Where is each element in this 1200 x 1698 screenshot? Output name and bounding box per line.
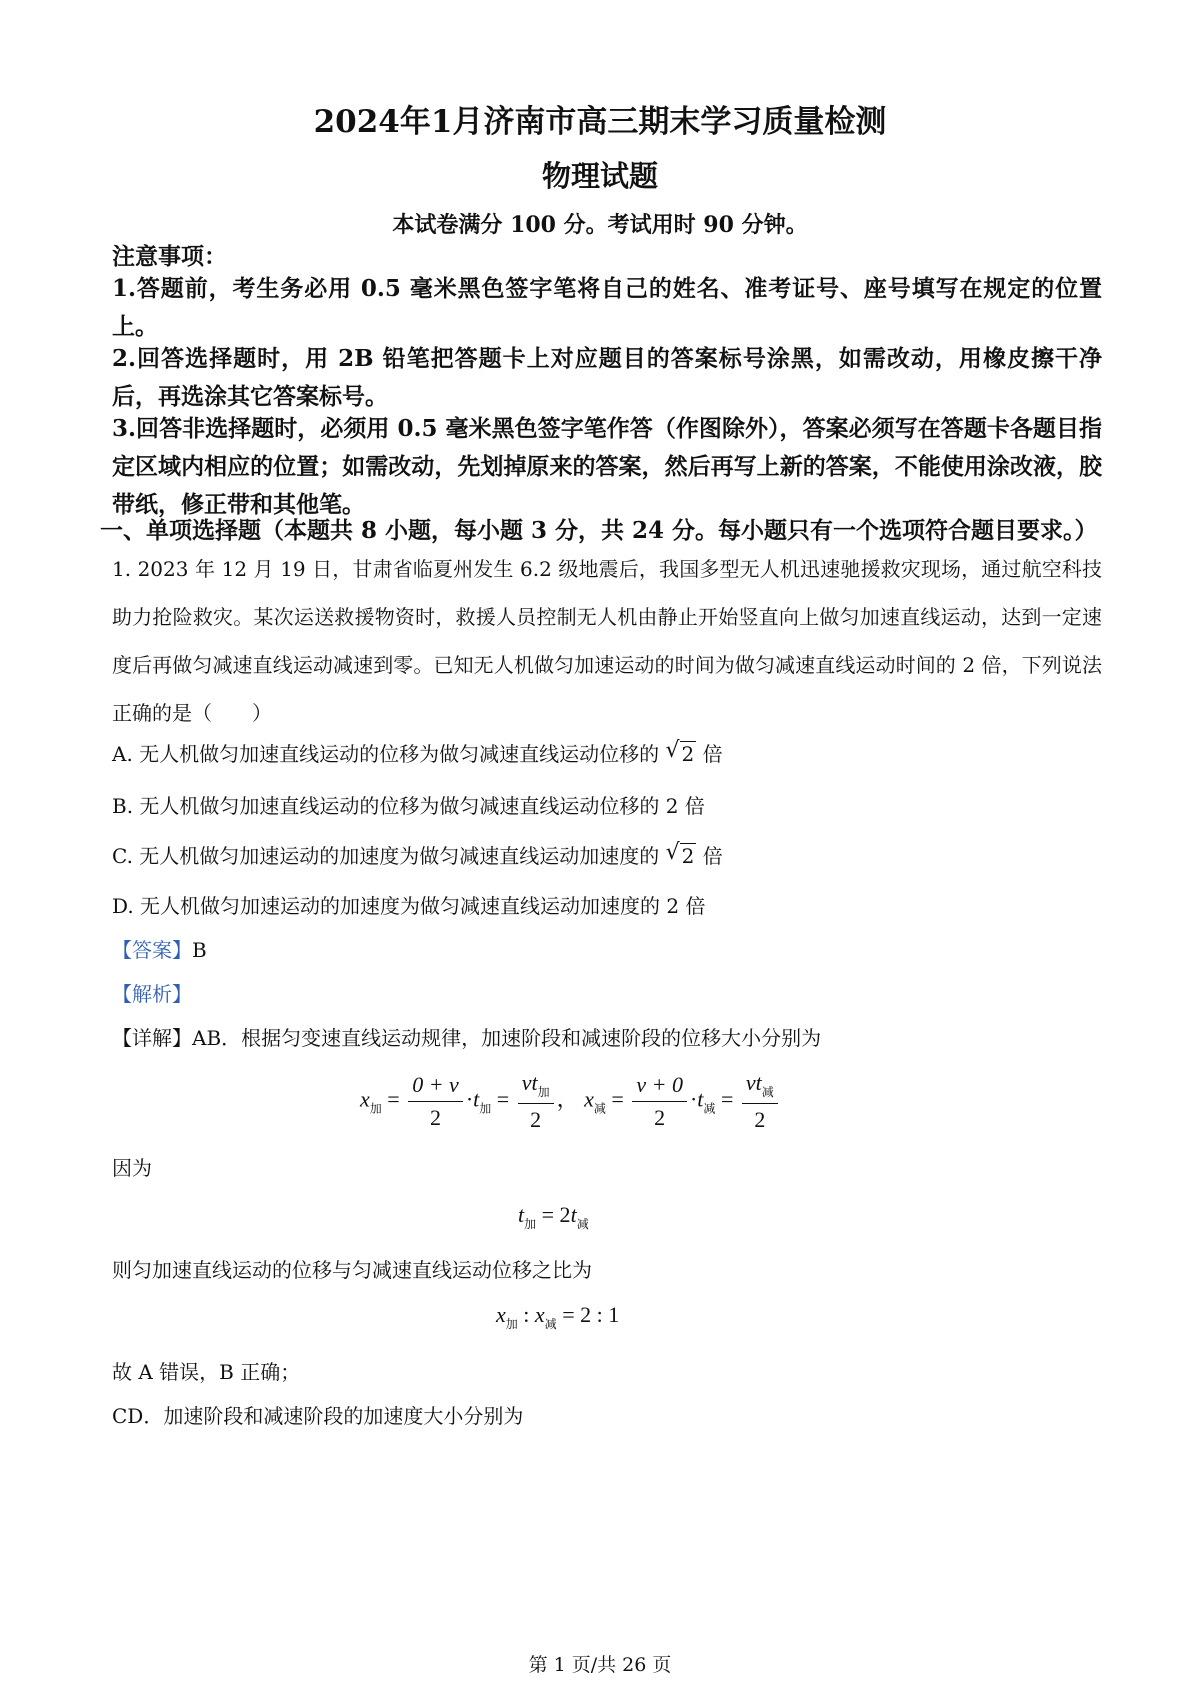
- option-a-suffix: 倍: [702, 742, 723, 766]
- eq1-sub: 减: [593, 1101, 606, 1116]
- eq1-denominator: 2: [754, 1107, 766, 1132]
- eq1-dot: ·: [689, 1086, 698, 1112]
- eq1-x: x: [360, 1086, 370, 1112]
- eq3-rhs: = 2 : 1: [562, 1302, 620, 1327]
- eq2-t: t: [570, 1202, 577, 1227]
- option-a: [112, 738, 723, 767]
- eq1-t: t: [473, 1086, 480, 1112]
- exam-meta: 本试卷满分 100 分。考试用时 90 分钟。: [392, 212, 808, 238]
- eq1-t: t: [697, 1086, 704, 1112]
- option-a-radicand: 2: [681, 742, 695, 766]
- eq1-comma: ，: [556, 1086, 579, 1112]
- analysis-label: 【解析】: [112, 982, 192, 1006]
- eq2-rhs: = 2: [541, 1202, 571, 1227]
- option-c-suffix: 倍: [702, 844, 723, 868]
- conclusion-text: 故 A 错误，B 正确；: [112, 1360, 301, 1384]
- option-a-text: A. 无人机做匀加速直线运动的位移为做匀减速直线运动位移的: [112, 742, 660, 766]
- sqrt-symbol: √ 2: [665, 840, 695, 868]
- eq1-denominator: 2: [530, 1107, 542, 1132]
- eq1-vt: vt: [521, 1070, 538, 1095]
- eq2-sub: 加: [524, 1217, 537, 1231]
- because-text: 因为: [112, 1156, 152, 1180]
- ratio-text: 则匀加速直线运动的位移与匀减速直线运动位移之比为: [112, 1258, 592, 1282]
- eq2-t: t: [518, 1202, 525, 1227]
- notice-heading: 注意事项：: [112, 243, 227, 270]
- eq1-sub: 减: [703, 1101, 716, 1116]
- eq1-dot: ·: [465, 1086, 474, 1112]
- eq1-sub: 加: [369, 1101, 382, 1116]
- option-c-text: C. 无人机做匀加速运动的加速度为做匀减速直线运动加速度的: [112, 844, 660, 868]
- eq1-vt: vt: [745, 1070, 762, 1095]
- exam-subtitle: 物理试题: [541, 159, 658, 193]
- eq1-numerator: v + 0: [632, 1072, 687, 1102]
- eq1-equals: =: [496, 1086, 510, 1112]
- eq2-sub: 减: [576, 1217, 589, 1231]
- equation-displacements: [360, 1070, 781, 1133]
- eq1-fraction: [518, 1070, 554, 1133]
- notice-item-2: 2.回答选择题时，用 2B 铅笔把答题卡上对应题目的答案标号涂黑，如需改动，用橡皮擦干净后，再选涂其它答案标号。: [112, 345, 1102, 410]
- eq1-sub: 加: [479, 1101, 492, 1116]
- eq3-sub: 加: [505, 1317, 518, 1331]
- eq1-equals: =: [387, 1086, 400, 1112]
- eq1-fraction: [742, 1070, 778, 1133]
- cd-text: CD．加速阶段和减速阶段的加速度大小分别为: [112, 1404, 524, 1428]
- eq1-fraction: [632, 1072, 687, 1131]
- eq3-x: x: [534, 1302, 545, 1327]
- eq1-equals: =: [720, 1086, 734, 1112]
- option-c: [112, 840, 723, 869]
- option-b: B. 无人机做匀加速直线运动的位移为做匀减速直线运动位移的 2 倍: [112, 794, 705, 818]
- eq1-numerator: 0 + v: [408, 1072, 463, 1102]
- notice-item-3: 3.回答非选择题时，必须用 0.5 毫米黑色签字笔作答（作图除外），答案必须写在答题卡各题目指定区域内相应的位置；如需改动，先划掉原来的答案，然后再写上新的答案，不能使用涂改液，胶带纸，修正带和其他笔。: [112, 415, 1102, 518]
- eq1-fraction: [408, 1072, 463, 1131]
- detail-label: 【详解】: [112, 1026, 192, 1050]
- eq1-denominator: 2: [430, 1105, 442, 1130]
- equation-ratio: [496, 1302, 619, 1332]
- page-number: 第 1 页/共 26 页: [528, 1654, 672, 1676]
- sqrt-symbol: √ 2: [665, 738, 695, 766]
- option-c-radicand: 2: [681, 844, 695, 868]
- eq3-x: x: [496, 1302, 506, 1327]
- detail-text: AB．根据匀变速直线运动规律，加速阶段和减速阶段的位移大小分别为: [192, 1026, 822, 1050]
- detail-line: [112, 1022, 821, 1051]
- eq1-denominator: 2: [654, 1105, 666, 1130]
- section-heading: 一、单项选择题（本题共 8 小题，每小题 3 分，共 24 分。每小题只有一个选项符合题目要求。）: [100, 517, 1098, 544]
- notice-item-1: 1.答题前，考生务必用 0.5 毫米黑色签字笔将自己的姓名、准考证号、座号填写在规定的位置上。: [112, 275, 1102, 340]
- question-stem: 1. 2023 年 12 月 19 日，甘肃省临夏州发生 6.2 级地震后，我国多型无人机迅速驰援救灾现场，通过航空科技助力抢险救灾。某次运送救援物资时，救援人员控制无人机由静止开始竖直向上做匀加速直线运动，达到一定速度后再做匀减速直线运动减速到零。已知无人机做匀加速运动的时间为做匀减速直线运动时间的 2 倍，下列说法正确的是（ ）: [112, 557, 1102, 725]
- eq1-equals: =: [611, 1086, 624, 1112]
- option-d: D. 无人机做匀加速运动的加速度为做匀减速直线运动加速度的 2 倍: [112, 894, 706, 918]
- answer-label: 【答案】: [112, 938, 192, 962]
- answer-value: B: [192, 938, 207, 962]
- exam-title: 2024年1月济南市高三期末学习质量检测: [313, 104, 887, 140]
- eq3-sub: 减: [544, 1317, 557, 1331]
- eq1-sub: 加: [537, 1085, 550, 1099]
- equation-time-relation: [518, 1202, 589, 1232]
- eq1-sub: 减: [761, 1085, 774, 1099]
- answer-line: [112, 934, 207, 963]
- eq1-x: x: [584, 1086, 594, 1112]
- eq3-colon: :: [523, 1302, 530, 1327]
